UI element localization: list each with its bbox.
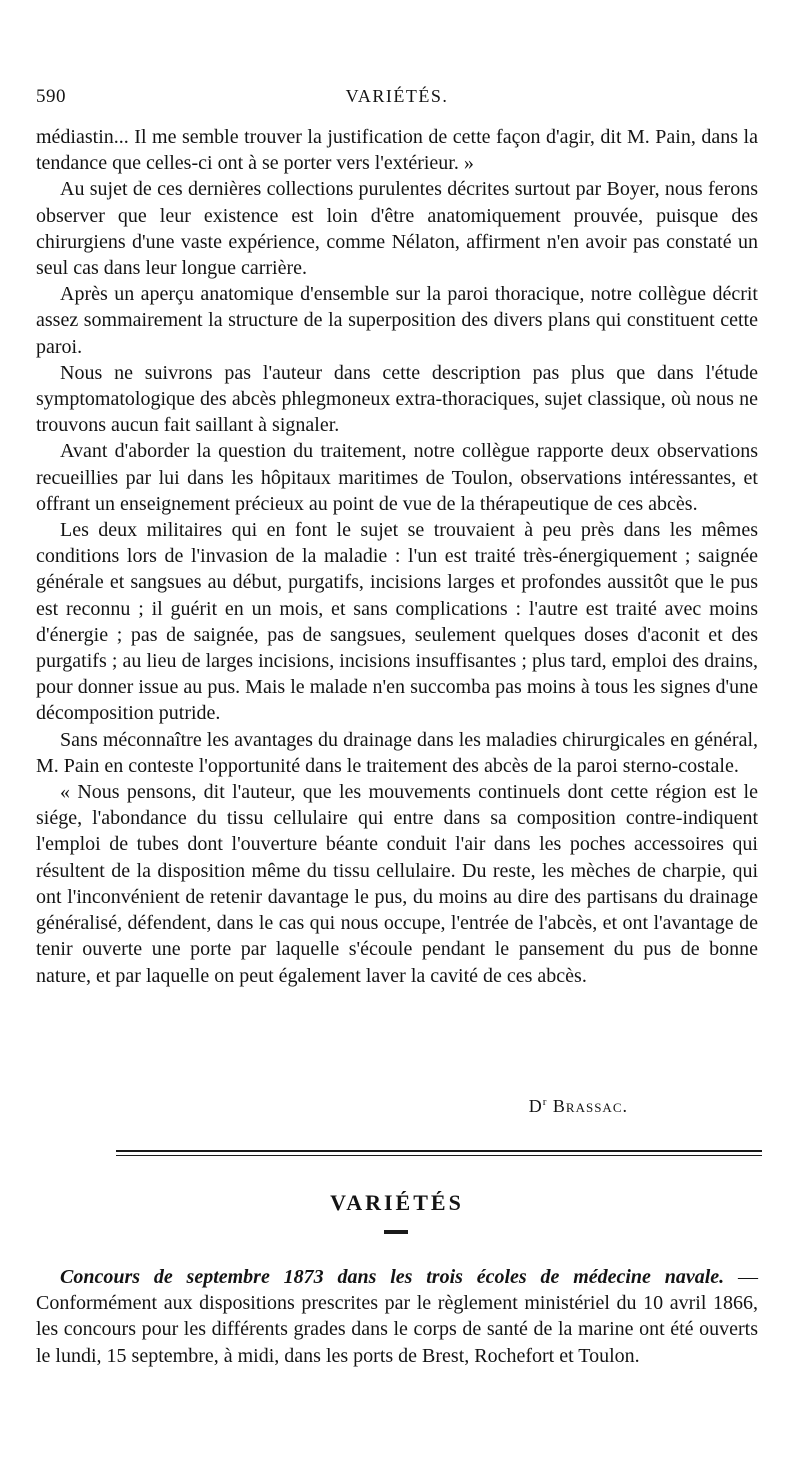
author-signature	[36, 1096, 628, 1117]
signature-name: Brassac.	[552, 1096, 628, 1116]
signature-title-superscript: r	[542, 1096, 548, 1108]
paragraph: Après un aperçu anatomique d'ensemble sur la paroi thoracique, notre collègue décrit assez sommairement la structure de la superposition des divers plans qui constituent cette paroi.	[36, 283, 758, 358]
paragraph: Au sujet de ces dernières collections purulentes décrites surtout par Boyer, nous ferons observer que leur existence est loin d'être anatomiquement prouvée, puisque des chirurgiens d'une vaste expérience, comme Nélaton, affirment n'en avoir pas constaté un seul cas dans leur longue carrière.	[36, 178, 758, 280]
page-number: 590	[36, 86, 66, 107]
paragraph: médiastin... Il me semble trouver la justification de cette façon d'agir, dit M. Pain, dans la tendance que celles-ci ont à se porter vers l'extérieur. »	[36, 126, 758, 175]
paragraph: Sans méconnaître les avantages du drainage dans les maladies chirurgicales en général, M. Pain en conteste l'opportunité dans le traitement des abcès de la paroi sterno-costale.	[36, 728, 758, 777]
notice-paragraph	[36, 1264, 758, 1369]
paragraph: Avant d'aborder la question du traitement, notre collègue rapporte deux observations recueillies par lui dans les hôpitaux maritimes de Toulon, observations intéressantes, et offrant un enseignement précieux au point de vue de la thérapeutique de ces abcès.	[36, 440, 758, 515]
article-body	[36, 124, 758, 989]
notice-heading: Concours de septembre 1873 dans les trois écoles de médecine navale.	[60, 1266, 725, 1288]
running-title: VARIÉTÉS.	[345, 86, 449, 106]
page-header	[36, 86, 758, 116]
paragraph: Nous ne suivrons pas l'auteur dans cette description pas plus que dans l'étude symptomatologique des abcès phlegmoneux extra-thoraciques, sujet classique, où nous ne trouvons aucun fait saillant à signaler.	[36, 361, 758, 437]
section-title: VARIÉTÉS	[330, 1190, 464, 1215]
paragraph: Les deux militaires qui en font le sujet se trouvaient à peu près dans les mêmes conditions lors de l'invasion de la maladie : l'un est traité très-énergiquement ; saignée générale et sangsues au début, purgatifs, incisions larges et profondes aussitôt que le pus est reconnu ; il guérit en un mois, et sans complications : l'autre est traité avec moins d'énergie ; pas de saignée, pas de sangsues, seulement quelques doses d'aconit et des purgatifs ; au lieu de larges incisions, incisions insuffisantes ; plus tard, emploi des drains, pour donner issue au pus. Mais le malade n'en succomba pas moins à tous les signes d'une décomposition putride.	[36, 519, 758, 725]
signature-title: D	[528, 1096, 543, 1116]
title-dash	[384, 1230, 408, 1234]
section-divider-thick	[116, 1150, 762, 1152]
section-divider-thin	[116, 1155, 762, 1156]
notice-text: — Conformément aux dispositions prescrites par le règlement ministériel du 10 avril 1866, les concours pour les différents grades dans le corps de santé de la marine ont été ouverts le lundi, 15 septembre, à midi, dans les ports de Brest, Rochefort et Toulon.	[36, 1266, 759, 1367]
paragraph: « Nous pensons, dit l'auteur, que les mouvements continuels dont cette région est le siége, l'abondance du tissu cellulaire qui entre dans sa composition contre-indiquent l'emploi de tubes dont l'ouverture béante conduit l'air dans les poches accessoires qui résultent de la disposition même du tissu cellulaire. Du reste, les mèches de charpie, qui ont l'inconvénient de retenir davantage le pus, du moins au dire des partisans du drainage généralisé, défendent, dans le cas qui nous occupe, l'entrée de l'abcès, et ont l'avantage de tenir ouverte une porte par laquelle s'écoule pendant le pansement du pus de bonne nature, et par laquelle on peut également laver la cavité de ces abcès.	[36, 781, 758, 987]
